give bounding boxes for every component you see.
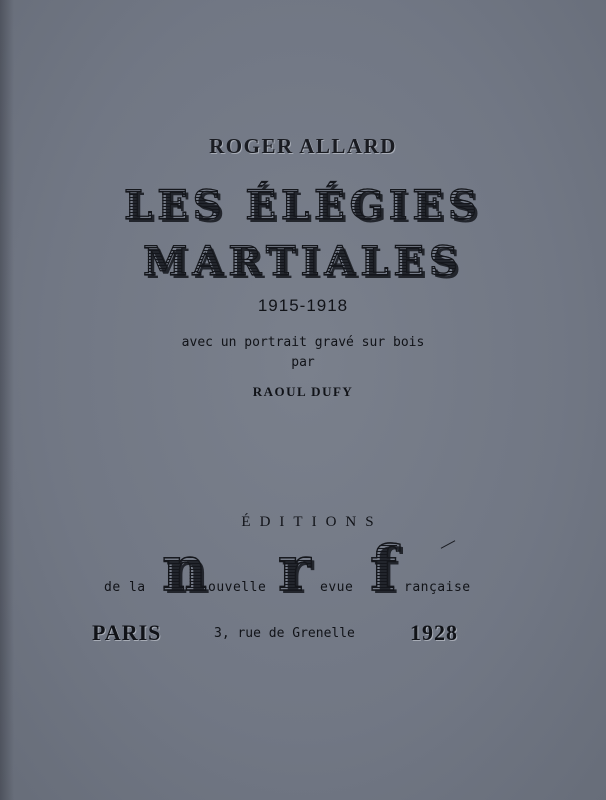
years: 1915-1918 <box>257 296 349 315</box>
imprint-city: PARIS <box>92 620 162 645</box>
editions-label: ÉDITIONS <box>241 514 383 530</box>
title-line-2: MARTIALES <box>0 238 606 285</box>
title-line-1: LES ÉLÉGIES <box>0 182 606 229</box>
subtitle-line-2: par <box>291 355 315 370</box>
publisher-word-revue: evue <box>320 580 354 595</box>
publisher-initial-r: r <box>278 532 311 605</box>
page-edge-shadow <box>0 0 14 800</box>
publisher-name <box>0 532 606 606</box>
publisher-prefix: de la <box>104 580 146 595</box>
imprint-address: 3, rue de Grenelle <box>214 626 355 641</box>
publisher-word-nouvelle: ouvelle <box>208 580 267 595</box>
author-name: ROGER ALLARD <box>209 134 397 158</box>
publisher-word-francaise: rançaise <box>404 580 471 595</box>
illustrator-name: RAOUL DUFY <box>252 384 354 399</box>
imprint <box>0 620 606 650</box>
publisher-initial-n: n <box>162 532 208 605</box>
publisher-initial-f: f <box>370 532 397 605</box>
subtitle-line-1: avec un portrait gravé sur bois <box>181 335 425 350</box>
imprint-year: 1928 <box>410 620 458 645</box>
